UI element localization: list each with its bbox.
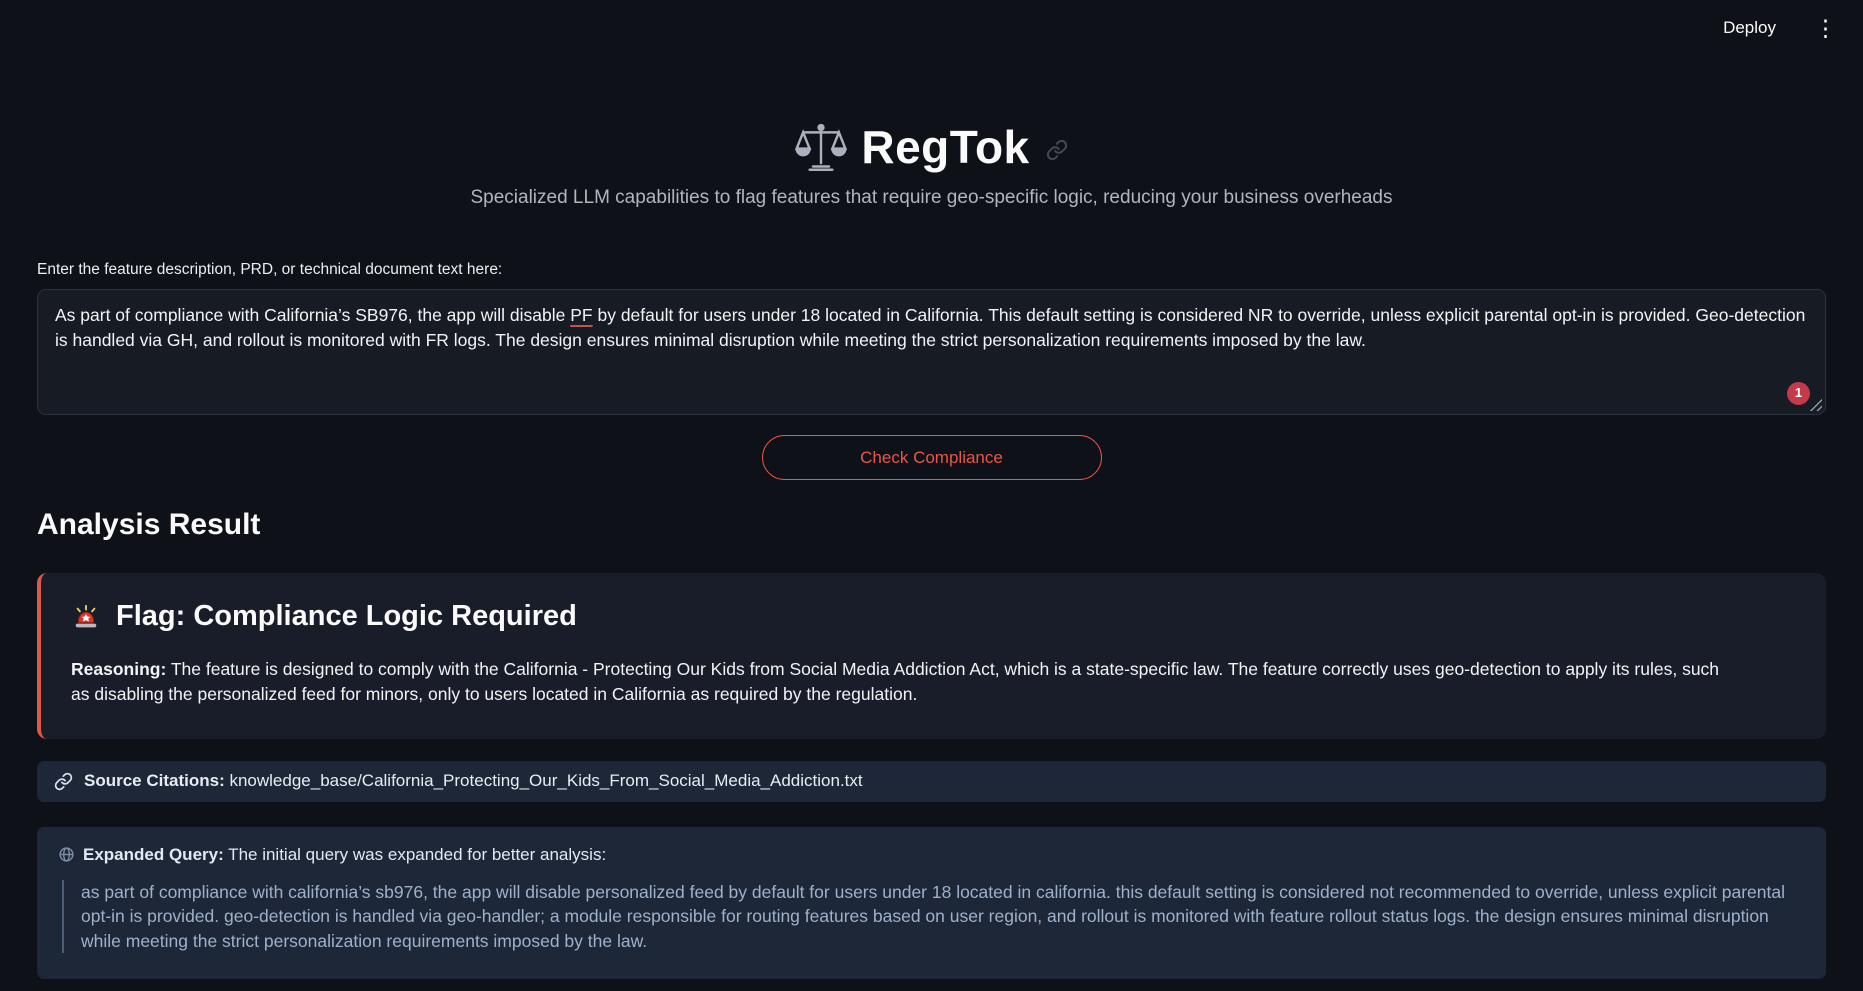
expanded-query-box: [37, 827, 1826, 980]
deploy-button[interactable]: Deploy: [1719, 12, 1780, 44]
expanded-query-head-text: Expanded Query: The initial query was expanded for better analysis:: [83, 844, 607, 864]
flag-reasoning: Reasoning: The feature is designed to comply with the California - Protecting Our Kids from Social Media Addiction Act, which is a state-specific law. The feature correctly uses geo-detection to apply its rules, such as disabling the personalized feed for minors, only to users located in California as required by the regulation.: [71, 659, 1720, 705]
hero-section: [0, 56, 1863, 209]
extension-count-badge[interactable]: 1: [1787, 382, 1810, 405]
flag-result-card: [37, 573, 1826, 739]
flag-title: Flag: Compliance Logic Required: [116, 600, 577, 632]
source-citations-text: [84, 771, 863, 791]
expanded-query-text: as part of compliance with california’s sb976, the app will disable personalized feed by default for users under 18 located in california. this default setting is considered not recommended to override, unless explicit parental opt-in is provided. geo-detection is handled via geo-handler; a module responsible for routing features based on user region, and rollout is monitored with feature rollout status logs. the design ensures minimal disruption while meeting the strict personalization requirements imposed by the law.: [62, 880, 1787, 954]
analysis-result-heading: Analysis Result: [37, 508, 261, 541]
source-citations-label: Source Citations:: [84, 771, 225, 791]
app-header: [0, 0, 1863, 56]
check-compliance-button[interactable]: Check Compliance: [762, 435, 1102, 480]
source-citations-bar: [37, 761, 1826, 802]
feature-input-text: As part of compliance with California’s SB976, the app will disable PF by default for users under 18 located in California. This default setting is considered NR to override, unless explicit parental opt-in is provided. Geo-detection is handled via GH, and rollout is monitored with FR logs. The design ensures minimal disruption while meeting the strict personalization requirements imposed by the law.: [55, 305, 1806, 350]
siren-icon: [71, 602, 101, 632]
source-citations-path: knowledge_base/California_Protecting_Our_Kids_From_Social_Media_Addiction.txt: [224, 771, 863, 791]
balance-scale-icon: [795, 121, 847, 173]
kebab-menu-button[interactable]: [1808, 15, 1843, 42]
link-icon: [54, 772, 73, 791]
kebab-menu-icon: ⋮: [1814, 14, 1837, 41]
feature-input[interactable]: [37, 289, 1826, 415]
app-subtitle: Specialized LLM capabilities to flag features that require geo-specific logic, reducing your business overheads: [470, 187, 1393, 208]
main-content: [0, 261, 1863, 979]
anchor-link-icon[interactable]: [1046, 139, 1068, 161]
feature-input-label: Enter the feature description, PRD, or technical document text here:: [37, 261, 503, 278]
expanded-query-label: Expanded Query:: [83, 844, 224, 864]
textarea-resize-handle-icon[interactable]: [1809, 398, 1822, 411]
globe-icon: [58, 846, 75, 863]
reasoning-label: Reasoning:: [71, 659, 167, 679]
misspelled-word: PF: [570, 305, 593, 325]
app-title: RegTok: [861, 121, 1030, 173]
